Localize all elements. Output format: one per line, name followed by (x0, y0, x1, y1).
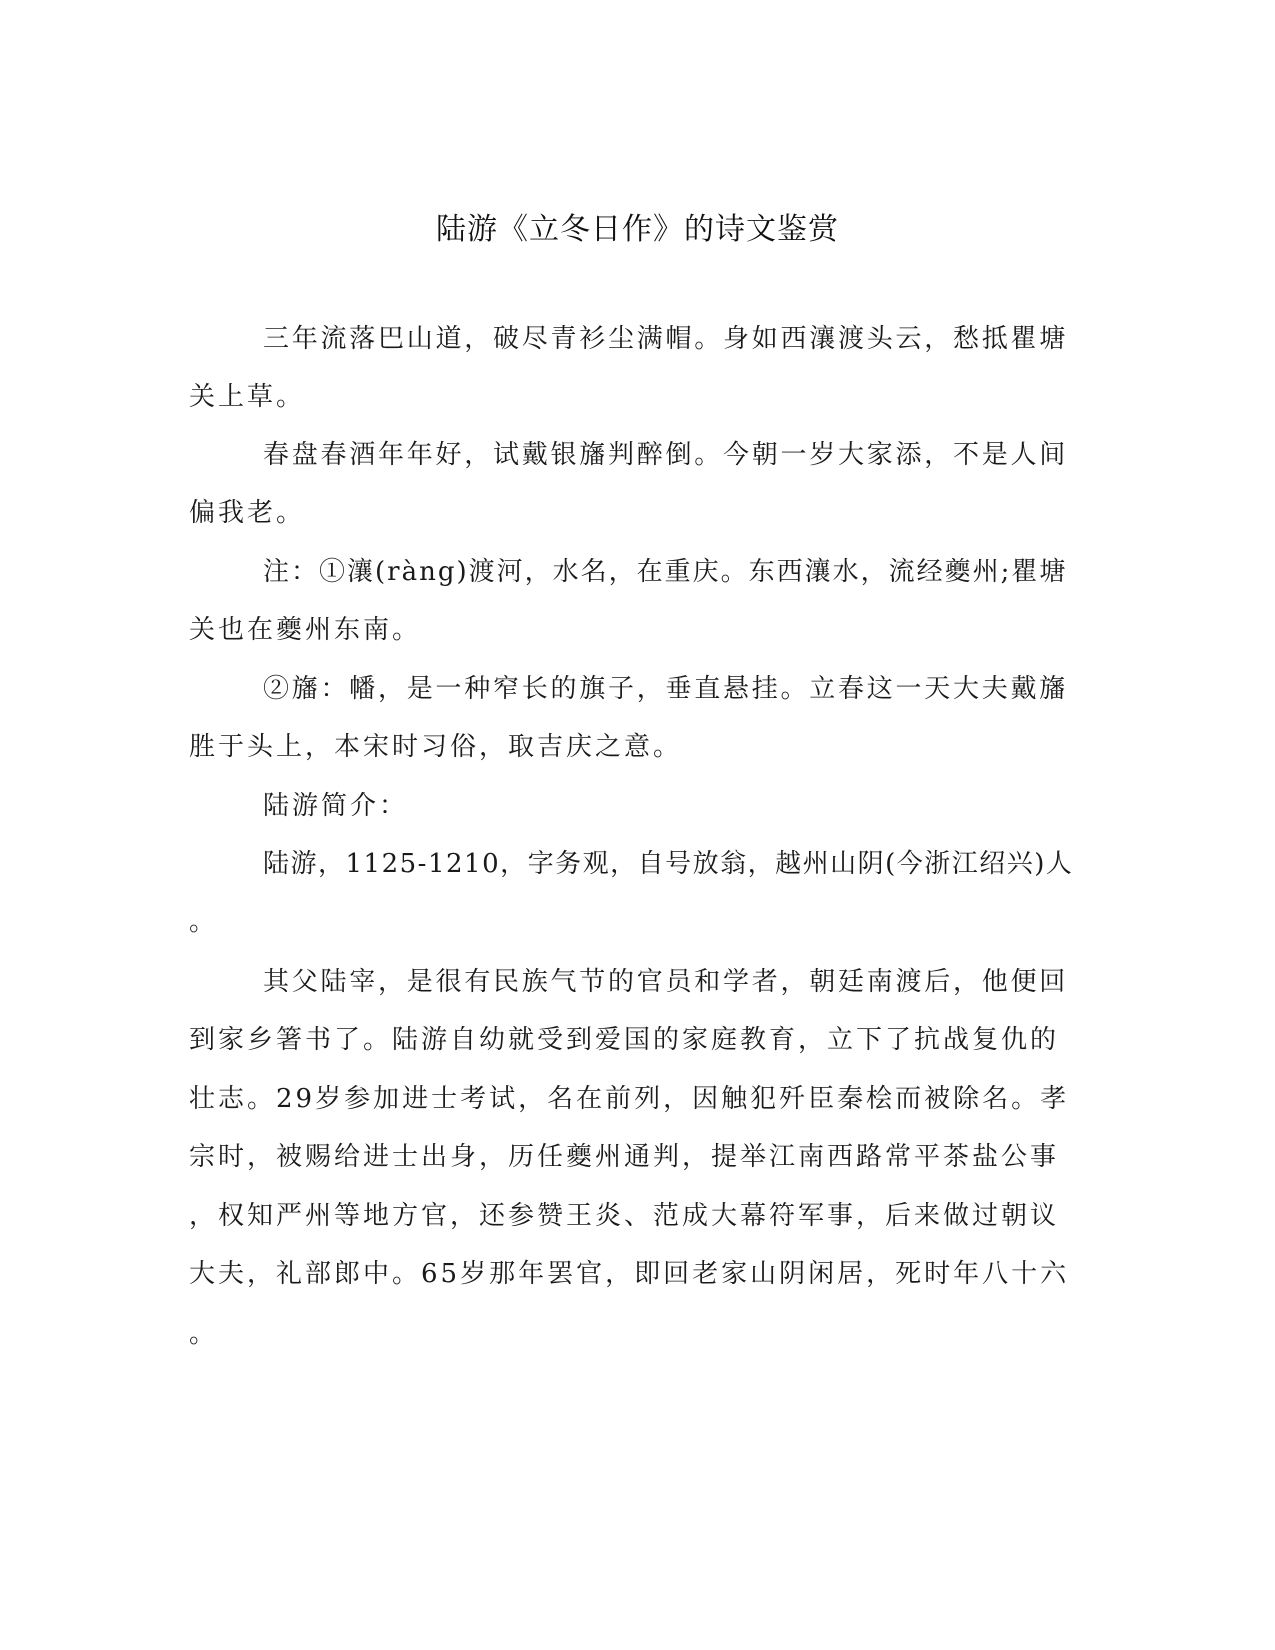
bio-line-1: 陆游，1125-1210，字务观，自号放翁，越州山阴(今浙江绍兴)人 (263, 849, 1074, 879)
note-2: ②旛：幡，是一种窄长的旗子，垂直悬挂。立春这一天大夫戴旛 (263, 674, 1069, 704)
bio-paragraph-line-1: 其父陆宰，是很有民族气节的官员和学者，朝廷南渡后，他便回 (263, 967, 1069, 997)
bio-paragraph-line-7: 。 (189, 1319, 219, 1349)
note-1-cont: 关也在夔州东南。 (189, 615, 422, 645)
note-2-cont: 胜于头上，本宋时习俗，取吉庆之意。 (189, 732, 683, 762)
bio-paragraph-line-5: ，权知严州等地方官，还参赞王炎、范成大幕符军事，后来做过朝议 (189, 1201, 1060, 1231)
poem-line-2-cont: 偏我老。 (189, 498, 306, 528)
bio-heading: 陆游简介： (263, 791, 409, 821)
page-title: 陆游《立冬日作》的诗文鉴赏 (436, 212, 839, 247)
bio-paragraph-line-2: 到家乡箸书了。陆游自幼就受到爱国的家庭教育，立下了抗战复仇的 (189, 1025, 1060, 1055)
poem-line-1-cont: 关上草。 (189, 382, 306, 412)
bio-paragraph-line-4: 宗时，被赐给进士出身，历任夔州通判，提举江南西路常平茶盐公事 (189, 1142, 1060, 1172)
bio-paragraph-line-3: 壮志。29岁参加进士考试，名在前列，因触犯歼臣秦桧而被除名。孝 (189, 1084, 1070, 1114)
poem-line-1: 三年流落巴山道，破尽青衫尘满帽。身如西瀼渡头云，愁抵瞿塘 (263, 324, 1069, 354)
bio-line-1-cont: 。 (189, 907, 219, 937)
bio-paragraph-line-6: 大夫，礼部郎中。65岁那年罢官，即回老家山阴闲居，死时年八十六 (189, 1259, 1070, 1289)
note-1: 注：①瀼(ràng)渡河，水名，在重庆。东西瀼水，流经夔州;瞿塘 (263, 557, 1068, 587)
poem-line-2: 春盘春酒年年好，试戴银旛判醉倒。今朝一岁大家添，不是人间 (263, 440, 1069, 470)
